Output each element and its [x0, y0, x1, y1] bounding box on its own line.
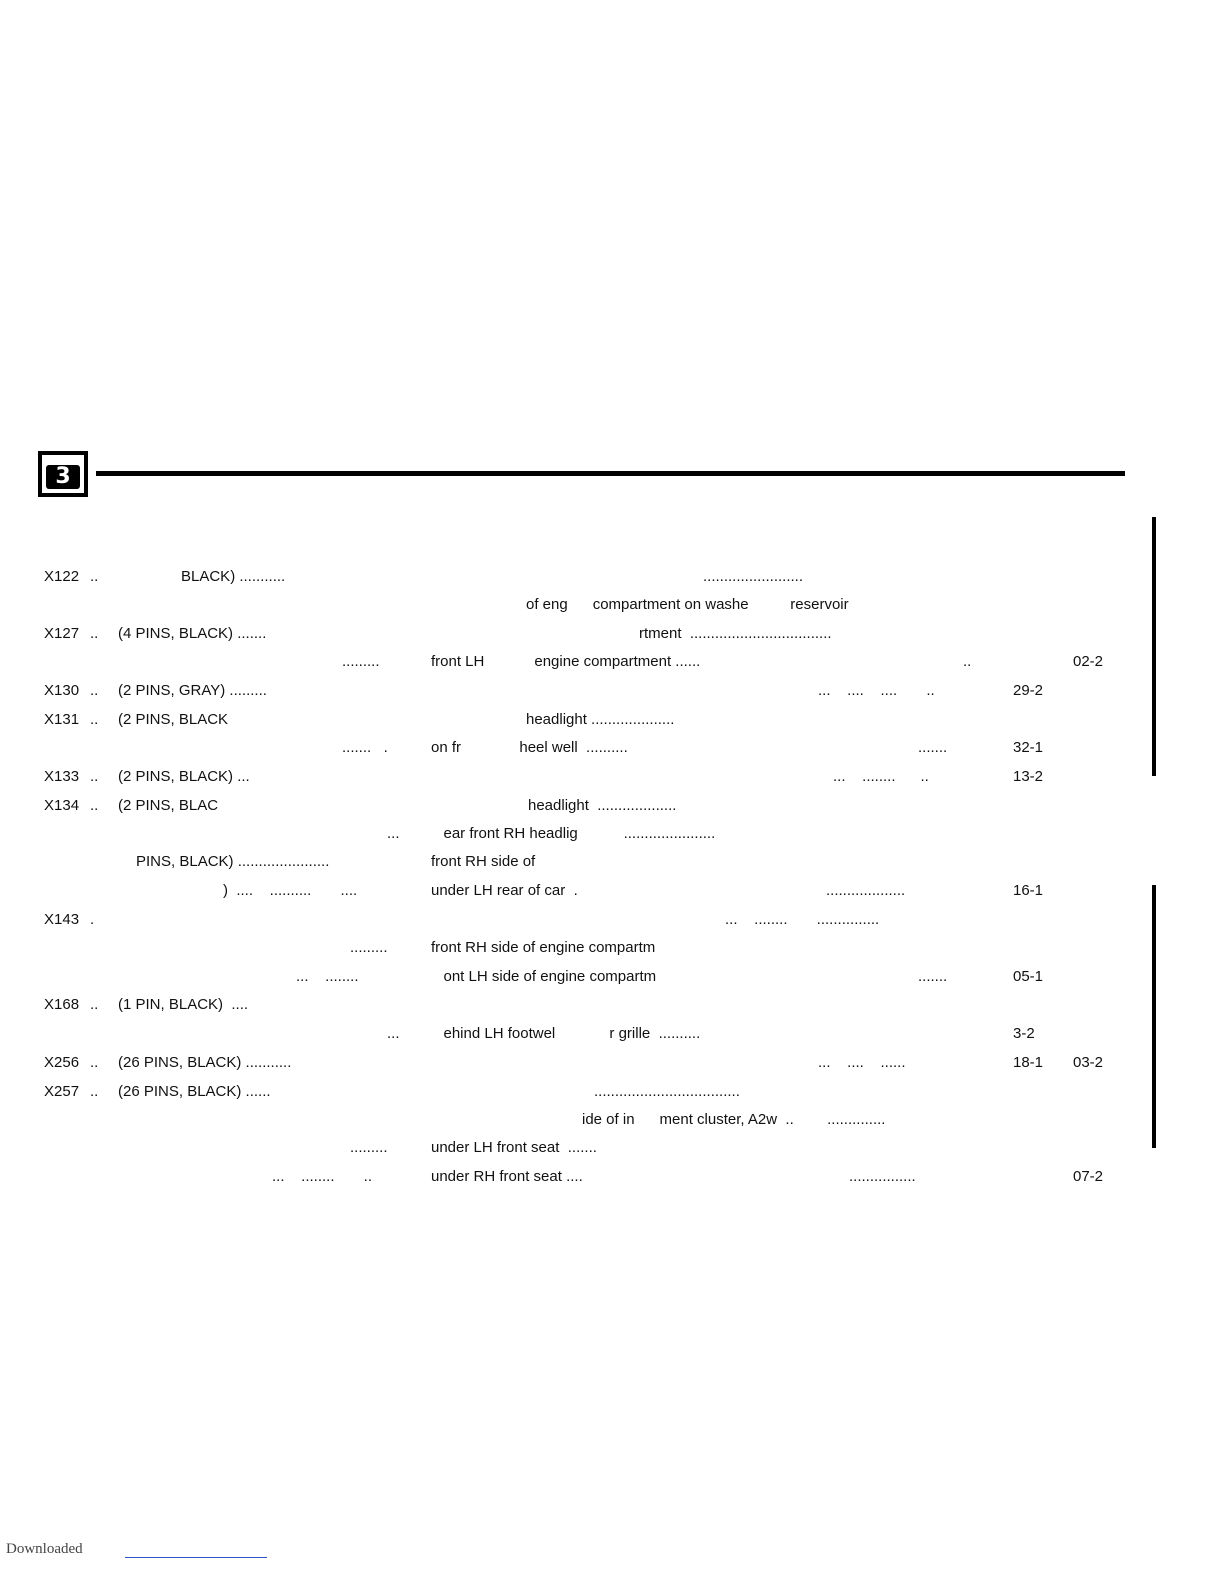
pin-spec: (2 PINS, BLACK) ... [118, 768, 250, 785]
leader-dots: .. [90, 711, 99, 728]
pin-spec: BLACK) ........... [181, 568, 286, 585]
connector-code: X257 [44, 1083, 80, 1100]
page-ref-secondary: 07-2 [1073, 1168, 1104, 1185]
connector-code: X131 [44, 711, 80, 728]
location-detail: ... .... .... .. [818, 682, 935, 699]
leader-dots: . [90, 911, 95, 928]
pin-spec: ... ........ [296, 968, 359, 985]
page-ref-secondary: 02-2 [1073, 653, 1104, 670]
connector-row [0, 881, 1224, 901]
location-text: under LH rear of car . [431, 882, 578, 899]
connector-code: X130 [44, 682, 80, 699]
location-detail: rtment .................................. [639, 625, 832, 642]
leader-dots: .. [90, 1054, 99, 1071]
connector-row [0, 1024, 1224, 1044]
location-detail: ........................ [703, 568, 804, 585]
pin-spec: ... ........ .. [272, 1168, 373, 1185]
location-text: ehind LH footwel r grille .......... [431, 1025, 701, 1042]
connector-code: X133 [44, 768, 80, 785]
pin-spec: ......... [350, 939, 388, 956]
location-text: ont LH side of engine compartm [431, 968, 657, 985]
connector-row [0, 624, 1224, 644]
page-ref: 32-1 [1013, 739, 1044, 756]
pin-spec: (2 PINS, GRAY) ......... [118, 682, 267, 699]
location-text: front RH side of [431, 853, 536, 870]
leader-dots: .. [90, 797, 99, 814]
connector-row [0, 796, 1224, 816]
connector-row [0, 938, 1224, 958]
pin-spec: (26 PINS, BLACK) ........... [118, 1054, 292, 1071]
connector-code: X256 [44, 1054, 80, 1071]
page-ref: 29-2 [1013, 682, 1044, 699]
connector-row [0, 852, 1224, 872]
pin-spec: ......... [342, 653, 380, 670]
location-detail: ide of in ment cluster, A2w .. .............. [582, 1111, 886, 1128]
connector-code: X127 [44, 625, 80, 642]
connector-code: X122 [44, 568, 80, 585]
leader-dots: .. [90, 625, 99, 642]
page-ref: 16-1 [1013, 882, 1044, 899]
connector-row [0, 824, 1224, 844]
pin-spec: (4 PINS, BLACK) ....... [118, 625, 267, 642]
connector-code: X134 [44, 797, 80, 814]
connector-row [0, 1082, 1224, 1102]
pin-spec: ....... . [342, 739, 388, 756]
connector-row [0, 652, 1224, 672]
page-ref-secondary: 03-2 [1073, 1054, 1104, 1071]
pin-spec: ) .... .......... .... [223, 882, 358, 899]
pin-spec: (1 PIN, BLACK) .... [118, 996, 249, 1013]
connector-row [0, 567, 1224, 587]
connector-row [0, 767, 1224, 787]
pin-spec: (2 PINS, BLACK [118, 711, 229, 728]
leader-dots: .. [90, 682, 99, 699]
location-detail: ................................... [594, 1083, 740, 1100]
connector-code: X168 [44, 996, 80, 1013]
location-detail: ................ [849, 1168, 916, 1185]
pin-spec: ......... [350, 1139, 388, 1156]
location-text: ear front RH headlig ...................... [431, 825, 716, 842]
page-ref: 18-1 [1013, 1054, 1044, 1071]
location-detail: of eng compartment on washe reservoir [526, 596, 849, 613]
connector-row [0, 1053, 1224, 1073]
header-rule [96, 471, 1125, 476]
location-text: front LH engine compartment ...... [431, 653, 701, 670]
section-tab [38, 451, 88, 497]
pin-spec: (26 PINS, BLACK) ...... [118, 1083, 271, 1100]
location-text: on fr heel well .......... [431, 739, 628, 756]
location-detail: ... .... ...... [818, 1054, 906, 1071]
location-text: front RH side of engine compartm [431, 939, 656, 956]
connector-row [0, 595, 1224, 615]
location-text: under LH front seat ....... [431, 1139, 597, 1156]
leader-dots: .. [90, 568, 99, 585]
location-detail: headlight ................... [528, 797, 677, 814]
location-text: under RH front seat .... [431, 1168, 583, 1185]
connector-row [0, 1110, 1224, 1130]
connector-row [0, 910, 1224, 930]
page-ref: 13-2 [1013, 768, 1044, 785]
location-detail: ....... [918, 739, 948, 756]
footer-link[interactable] [125, 1557, 267, 1558]
location-detail: ... ........ .. [833, 768, 929, 785]
leader-dots: .. [90, 768, 99, 785]
page-ref: 3-2 [1013, 1025, 1035, 1042]
pin-spec: PINS, BLACK) ...................... [136, 853, 330, 870]
location-detail: headlight .................... [526, 711, 675, 728]
pin-spec: ... [387, 1025, 400, 1042]
connector-row [0, 738, 1224, 758]
location-detail: ... ........ ............... [725, 911, 880, 928]
location-detail: ....... [918, 968, 948, 985]
location-detail: ................... [826, 882, 906, 899]
connector-row [0, 1138, 1224, 1158]
connector-row [0, 995, 1224, 1015]
connector-row [0, 710, 1224, 730]
leader-dots: .. [90, 1083, 99, 1100]
section-number: 3 [46, 465, 80, 489]
location-detail: .. [963, 653, 972, 670]
connector-row [0, 967, 1224, 987]
pin-spec: (2 PINS, BLAC [118, 797, 219, 814]
connector-row [0, 1167, 1224, 1187]
leader-dots: .. [90, 996, 99, 1013]
connector-row [0, 681, 1224, 701]
connector-code: X143 [44, 911, 80, 928]
pin-spec: ... [387, 825, 400, 842]
footer-text: Downloaded [6, 1541, 83, 1557]
page-ref: 05-1 [1013, 968, 1044, 985]
